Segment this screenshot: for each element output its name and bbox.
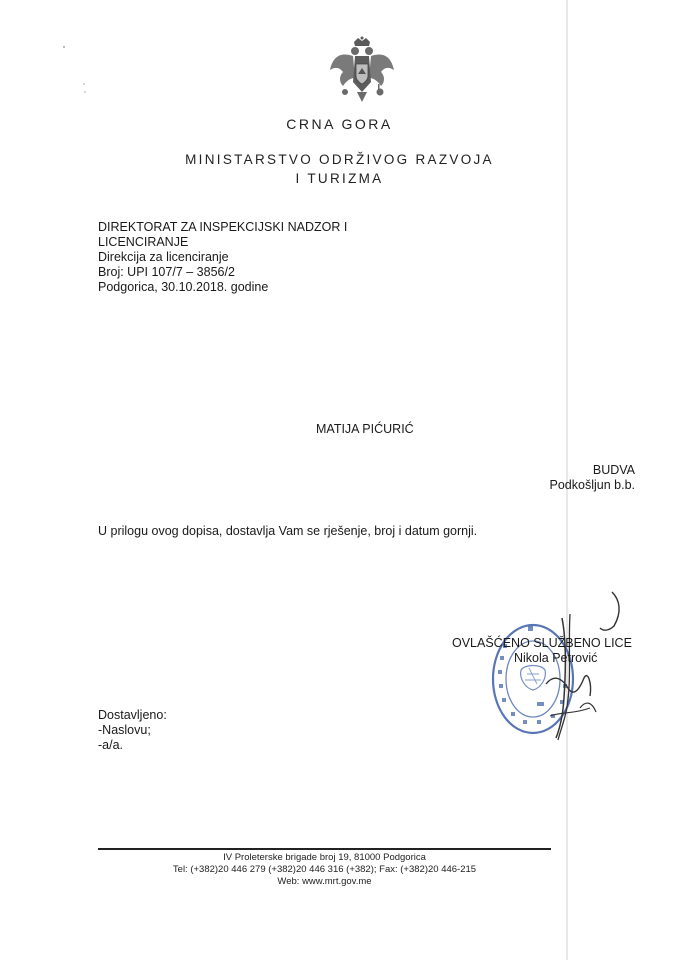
recipient-name: MATIJA PIĆURIĆ xyxy=(316,422,414,436)
sender-department: Direkcija za licenciranje xyxy=(98,250,229,264)
footer-phone: Tel: (+382)20 446 279 (+382)20 446 316 (+382); Fax: (+382)20 446-215 xyxy=(172,864,477,875)
delivery-label: Dostavljeno: xyxy=(98,708,167,722)
official-name: Nikola Petrović xyxy=(514,651,598,665)
delivery-item-1: -Naslovu; xyxy=(98,723,151,737)
ministry-name xyxy=(0,150,679,188)
recipient-address-block xyxy=(550,463,635,493)
letter-body: U prilogu ovog dopisa, dostavlja Vam se rješenje, broj i datum gornji. xyxy=(98,524,478,538)
recipient-address: Podkošljun b.b. xyxy=(549,478,635,492)
sender-directorate-cont: LICENCIRANJE xyxy=(98,235,189,249)
document-number: Broj: UPI 107/7 – 3856/2 xyxy=(98,265,235,279)
country-name: CRNA GORA xyxy=(286,116,393,132)
handwritten-signature-icon xyxy=(450,588,650,748)
footer-web: Web: www.mrt.gov.me xyxy=(277,876,372,887)
footer-divider xyxy=(98,848,551,850)
official-title: OVLAŠĆENO SLUŽBENO LICE xyxy=(452,636,632,650)
sender-directorate: DIREKTORAT ZA INSPEKCIJSKI NADZOR I xyxy=(98,220,348,234)
coat-of-arms-icon xyxy=(327,36,397,106)
recipient-city: BUDVA xyxy=(592,463,635,477)
footer xyxy=(98,852,551,888)
ministry-line-2: I TURIZMA xyxy=(295,171,384,186)
document-date: Podgorica, 30.10.2018. godine xyxy=(98,280,269,294)
delivery-item-2: -a/a. xyxy=(98,738,124,752)
ministry-line-1: MINISTARSTVO ODRŽIVOG RAZVOJA xyxy=(185,152,494,167)
delivery-block xyxy=(98,708,167,753)
footer-address: IV Proleterske brigade broj 19, 81000 Podgorica xyxy=(223,852,426,863)
sender-block xyxy=(98,220,347,295)
